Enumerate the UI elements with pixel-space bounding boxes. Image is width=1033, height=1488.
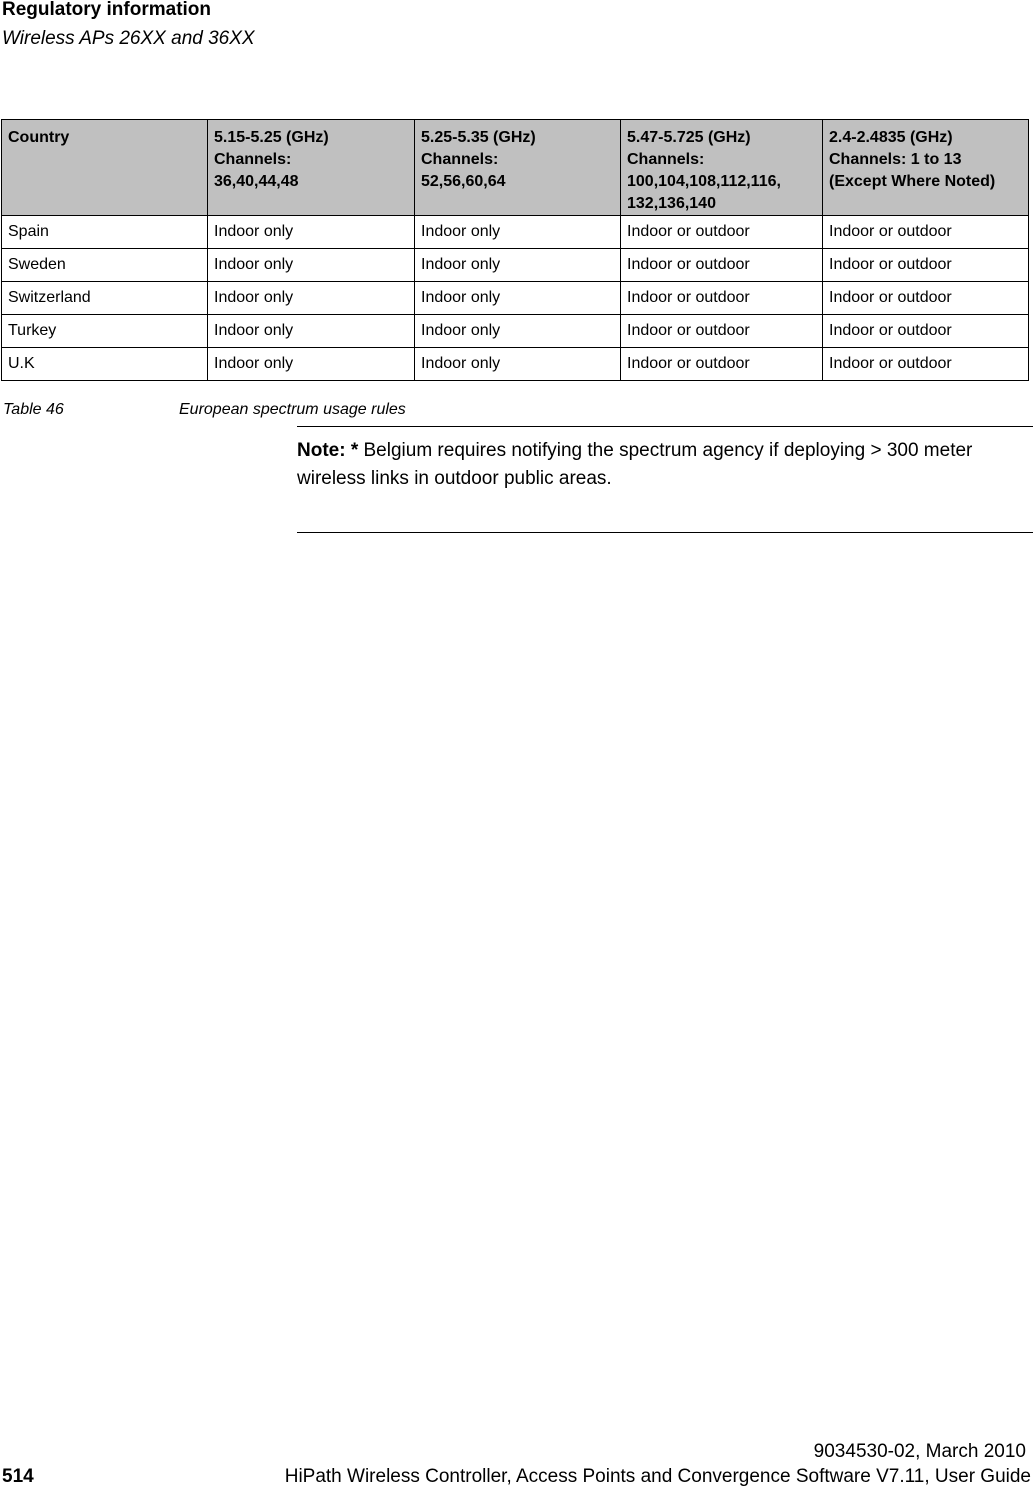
table-header-line: (Except Where Noted) — [829, 173, 996, 190]
table-header-line: 2.4-2.4835 (GHz) — [829, 129, 953, 146]
footer-doc-ref: 9034530-02, March 2010 — [813, 1441, 1026, 1462]
table-header-line: 132,136,140 — [627, 195, 716, 212]
usage-cell: Indoor only — [208, 249, 415, 282]
note-bottom-rule — [297, 532, 1033, 533]
spectrum-usage-table — [1, 119, 1029, 381]
table-header-line: Channels: 1 to 13 — [829, 151, 962, 168]
usage-cell: Indoor or outdoor — [621, 249, 823, 282]
table-header-line: Channels: — [421, 151, 499, 168]
country-cell: Turkey — [2, 315, 208, 348]
table-header-row — [2, 120, 1029, 216]
table-body — [2, 216, 1029, 381]
table-header-line: 5.25-5.35 (GHz) — [421, 129, 536, 146]
table-header-cell — [415, 120, 621, 216]
usage-cell: Indoor or outdoor — [621, 282, 823, 315]
usage-cell: Indoor only — [415, 282, 621, 315]
usage-cell: Indoor only — [208, 216, 415, 249]
usage-cell: Indoor only — [415, 315, 621, 348]
table-header-cell — [208, 120, 415, 216]
country-cell: U.K — [2, 348, 208, 381]
table-header-cell — [2, 120, 208, 216]
note — [297, 437, 1033, 493]
usage-cell: Indoor or outdoor — [823, 216, 1029, 249]
usage-cell: Indoor or outdoor — [823, 282, 1029, 315]
table-header-line: 100,104,108,112,116, — [627, 173, 781, 190]
table-header-line: 5.15-5.25 (GHz) — [214, 129, 329, 146]
usage-cell: Indoor or outdoor — [823, 315, 1029, 348]
usage-cell: Indoor or outdoor — [621, 348, 823, 381]
table-row — [2, 348, 1029, 381]
table-header-line: Channels: — [214, 151, 292, 168]
page-header-subtitle: Wireless APs 26XX and 36XX — [2, 28, 255, 49]
note-top-rule — [297, 426, 1033, 427]
note-label: Note: * — [297, 440, 359, 461]
table-row — [2, 282, 1029, 315]
table-row — [2, 216, 1029, 249]
note-text: Belgium requires notifying the spectrum agency if deploying > 300 meter wireless links in outdoor public areas. — [297, 440, 973, 489]
usage-cell: Indoor only — [415, 249, 621, 282]
table-caption-text: European spectrum usage rules — [179, 401, 406, 418]
country-cell: Sweden — [2, 249, 208, 282]
table-header-cell — [823, 120, 1029, 216]
country-cell: Switzerland — [2, 282, 208, 315]
usage-cell: Indoor only — [415, 216, 621, 249]
usage-cell: Indoor only — [415, 348, 621, 381]
page-header-title: Regulatory information — [2, 0, 212, 20]
usage-cell: Indoor only — [208, 282, 415, 315]
country-cell: Spain — [2, 216, 208, 249]
table-row — [2, 249, 1029, 282]
table-header-line: 52,56,60,64 — [421, 173, 506, 190]
table-caption-number: Table 46 — [3, 401, 64, 418]
table-header-line: Channels: — [627, 151, 705, 168]
usage-cell: Indoor only — [208, 315, 415, 348]
table-header-cell — [621, 120, 823, 216]
usage-cell: Indoor or outdoor — [823, 249, 1029, 282]
table-header-line: 36,40,44,48 — [214, 173, 299, 190]
footer-doc-title: HiPath Wireless Controller, Access Points and Convergence Software V7.11, User Guide — [284, 1466, 1031, 1487]
table-header-line: 5.47-5.725 (GHz) — [627, 129, 751, 146]
usage-cell: Indoor or outdoor — [621, 216, 823, 249]
usage-cell: Indoor or outdoor — [621, 315, 823, 348]
usage-cell: Indoor only — [208, 348, 415, 381]
usage-cell: Indoor or outdoor — [823, 348, 1029, 381]
table-row — [2, 315, 1029, 348]
footer-page-number: 514 — [2, 1466, 34, 1487]
table-header-line: Country — [8, 129, 70, 146]
